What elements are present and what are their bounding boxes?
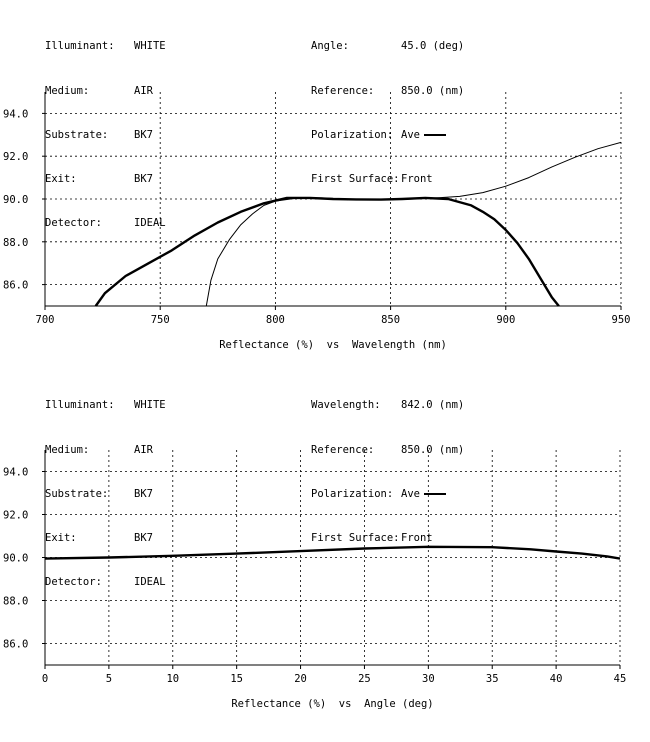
x-tick-label: 0 <box>41 673 49 685</box>
y-tick-label: 94.0 <box>3 108 29 121</box>
y-tick-label: 86.0 <box>3 279 29 292</box>
info-value: Ave <box>401 128 420 141</box>
x-tick-label: 30 <box>422 673 435 685</box>
info-key: Detector: <box>45 216 102 229</box>
info-value: WHITE <box>134 40 166 53</box>
info-value: Front <box>401 172 433 185</box>
info-key: Polarization: <box>311 487 394 500</box>
x-tick-label: 10 <box>166 673 180 685</box>
x-tick-label: 750 <box>150 314 170 326</box>
info-value: BK7 <box>134 487 153 500</box>
x-tick-label: 5 <box>105 673 113 685</box>
info-key: Reference: <box>311 443 375 456</box>
info-value: WHITE <box>134 399 166 412</box>
y-tick-label: 88.0 <box>3 595 29 608</box>
x-tick-label: 700 <box>35 314 55 326</box>
info-key: Substrate: <box>45 128 109 141</box>
series-line-ave <box>45 547 620 559</box>
info-key: Reference: <box>311 84 375 97</box>
y-tick-label: 90.0 <box>3 194 29 206</box>
info-key: First Surface: <box>311 172 400 185</box>
info-value: IDEAL <box>134 575 166 588</box>
info-key: Illuminant: <box>45 399 115 412</box>
info-value: BK7 <box>134 172 153 185</box>
x-tick-label: 850 <box>381 314 401 326</box>
info-key: First Surface: <box>311 531 400 544</box>
info-key: Medium: <box>45 443 90 456</box>
x-tick-label: 35 <box>485 673 499 685</box>
info-key: Illuminant: <box>45 40 115 53</box>
x-axis-title: Reflectance (%) vs Wavelength (nm) <box>219 339 447 351</box>
info-value: BK7 <box>134 531 153 544</box>
x-tick-label: 20 <box>294 673 307 685</box>
info-value: BK7 <box>134 128 153 141</box>
info-value: 850.0 (nm) <box>401 84 465 97</box>
x-tick-label: 40 <box>549 673 563 685</box>
info-key: Polarization: <box>311 128 394 141</box>
x-tick-label: 15 <box>230 673 243 685</box>
x-tick-label: 950 <box>611 314 631 326</box>
info-key: Detector: <box>45 575 102 588</box>
x-tick-label: 25 <box>358 673 371 685</box>
y-tick-label: 92.0 <box>3 509 29 522</box>
y-tick-label: 86.0 <box>3 638 29 651</box>
info-key: Angle: <box>311 40 349 53</box>
y-tick-label: 94.0 <box>3 466 29 479</box>
info-value: Ave <box>401 487 420 500</box>
info-value: IDEAL <box>134 216 166 229</box>
y-tick-label: 92.0 <box>3 151 29 164</box>
x-tick-label: 45 <box>613 673 627 685</box>
x-axis-title: Reflectance (%) vs Angle (deg) <box>231 698 434 710</box>
x-tick-label: 800 <box>265 314 285 326</box>
info-key: Exit: <box>45 531 77 544</box>
info-value: 850.0 (nm) <box>401 443 465 456</box>
y-tick-label: 90.0 <box>3 552 29 565</box>
info-value: 842.0 (nm) <box>401 399 465 412</box>
info-value: 45.0 (deg) <box>401 40 465 53</box>
info-key: Exit: <box>45 172 77 185</box>
info-key: Medium: <box>45 84 90 97</box>
info-value: AIR <box>134 443 153 456</box>
info-key: Wavelength: <box>311 399 381 412</box>
x-tick-label: 900 <box>496 314 516 326</box>
info-key: Substrate: <box>45 487 109 500</box>
info-value: Front <box>401 531 433 544</box>
y-tick-label: 88.0 <box>3 236 29 249</box>
info-value: AIR <box>134 84 153 97</box>
